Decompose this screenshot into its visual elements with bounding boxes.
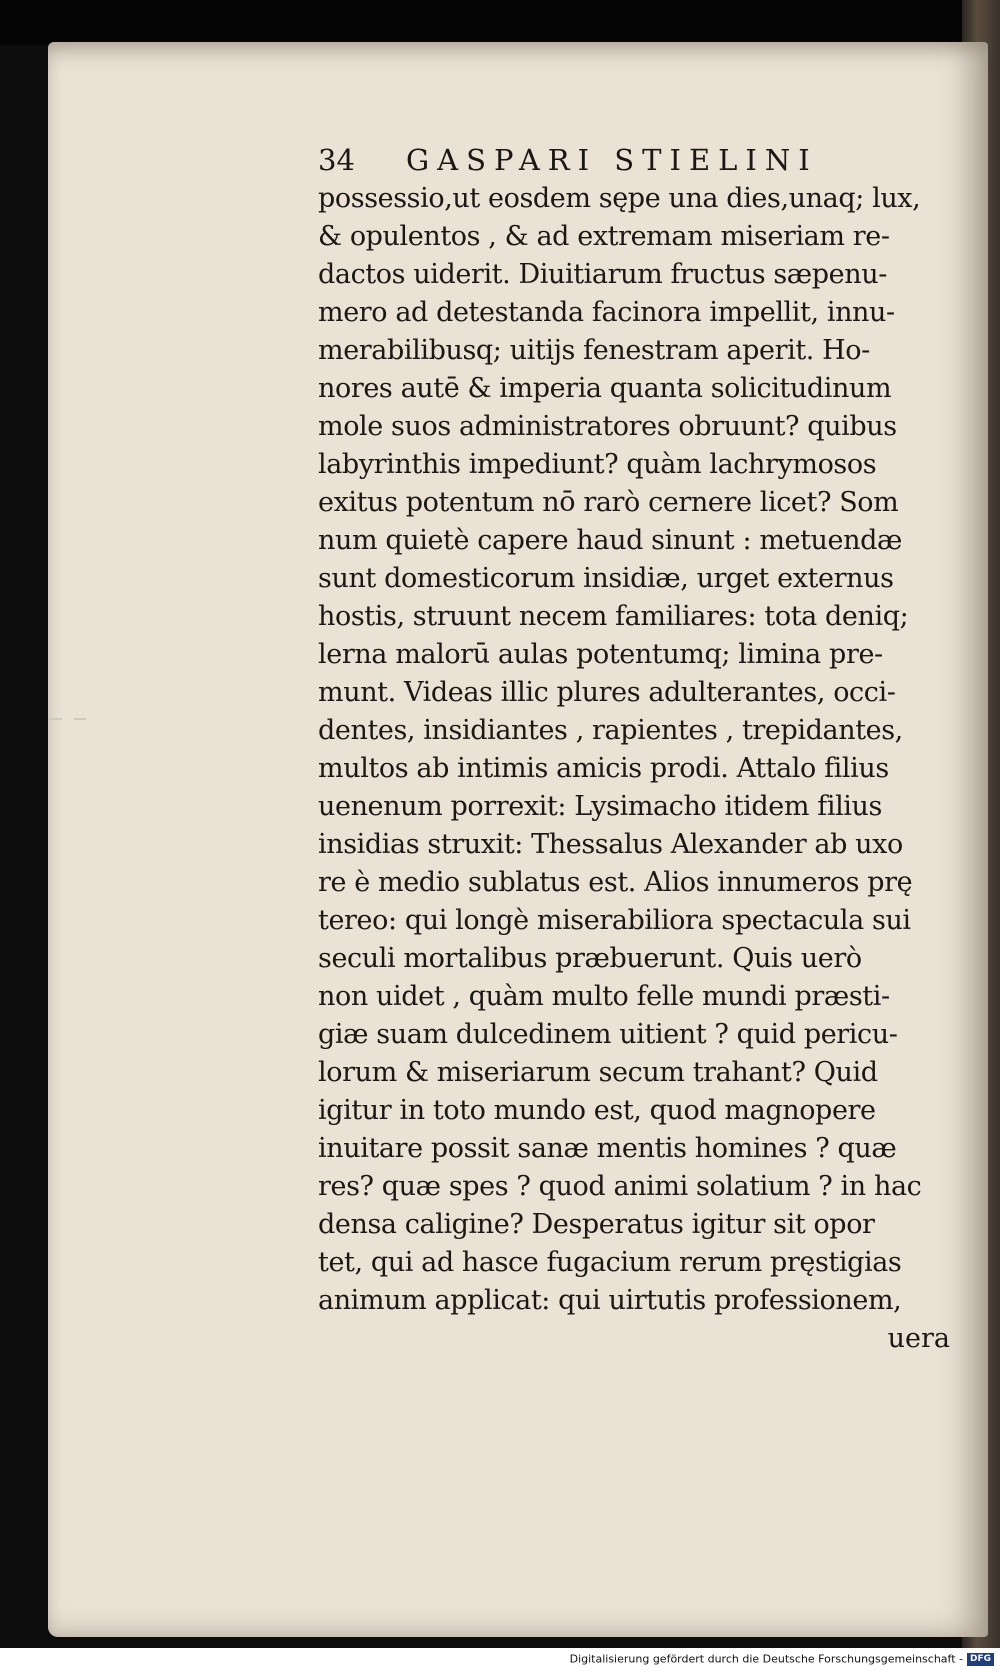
text-line: lerna malorū aulas potentumq; limina pre- (318, 639, 883, 670)
text-line: hostis, struunt necem familiares: tota deniq; (318, 601, 909, 632)
text-line: mero ad detestanda facinora impellit, innu- (318, 297, 895, 328)
text-line: lorum & miseriarum secum trahant? Quid (318, 1057, 878, 1088)
page-number: 34 (318, 143, 355, 177)
page-text-block (318, 140, 958, 1358)
text-line: exitus potentum nō rarò cernere licet? Som (318, 487, 899, 518)
text-line: tereo: qui longè miserabiliora spectacula sui (318, 905, 911, 936)
text-line: dactos uiderit. Diuitiarum fructus sæpenu- (318, 259, 887, 290)
margin-mark (74, 718, 86, 720)
dfg-logo-icon: DFG (967, 1653, 994, 1666)
text-line: possessio,ut eosdem sępe una dies,unaq; lux, (318, 183, 921, 214)
text-line: insidias struxit: Thessalus Alexander ab uxo (318, 829, 903, 860)
text-line: tet, qui ad hasce fugacium rerum pręstigias (318, 1247, 902, 1278)
footer-credit: Digitalisierung gefördert durch die Deutsche Forschungsgemeinschaft - (569, 1652, 963, 1666)
text-line: labyrinthis impediunt? quàm lachrymosos (318, 449, 877, 480)
text-line: munt. Videas illic plures adulterantes, occi- (318, 677, 896, 708)
text-line: seculi mortalibus præbuerunt. Quis uerò (318, 943, 862, 974)
text-line: sunt domesticorum insidiæ, urget externus (318, 563, 894, 594)
running-head (318, 140, 958, 180)
text-line: res? quæ spes ? quod animi solatium ? in hac (318, 1171, 922, 1202)
margin-mark (48, 718, 62, 720)
text-line: uenenum porrexit: Lysimacho itidem filius (318, 791, 882, 822)
text-line: non uidet , quàm multo felle mundi præsti- (318, 981, 890, 1012)
text-line: re è medio sublatus est. Alios innumeros prę (318, 867, 913, 898)
text-line: multos ab intimis amicis prodi. Attalo filius (318, 753, 889, 784)
text-line: merabilibusq; uitijs fenestram aperit. Ho- (318, 335, 870, 366)
text-lines (318, 180, 958, 1320)
digitization-footer (0, 1648, 1000, 1669)
text-line: dentes, insidiantes , rapientes , trepidantes, (318, 715, 903, 746)
catchword: uera (887, 1323, 950, 1354)
text-line: densa caligine? Desperatus igitur sit opor (318, 1209, 875, 1240)
text-line: igitur in toto mundo est, quod magnopere (318, 1095, 876, 1126)
text-line: animum applicat: qui uirtutis professionem, (318, 1285, 902, 1316)
running-head-title: GASPARI STIELINI (406, 143, 818, 177)
scan-top-edge (0, 0, 1000, 45)
text-line: & opulentos , & ad extremam miseriam re- (318, 221, 890, 252)
text-line: mole suos administratores obruunt? quibus (318, 411, 897, 442)
text-line: inuitare possit sanæ mentis homines ? quæ (318, 1133, 897, 1164)
text-line: num quietè capere haud sinunt : metuendæ (318, 525, 902, 556)
text-line: nores autē & imperia quanta solicitudinum (318, 373, 892, 404)
text-line: giæ suam dulcedinem uitient ? quid pericu- (318, 1019, 898, 1050)
